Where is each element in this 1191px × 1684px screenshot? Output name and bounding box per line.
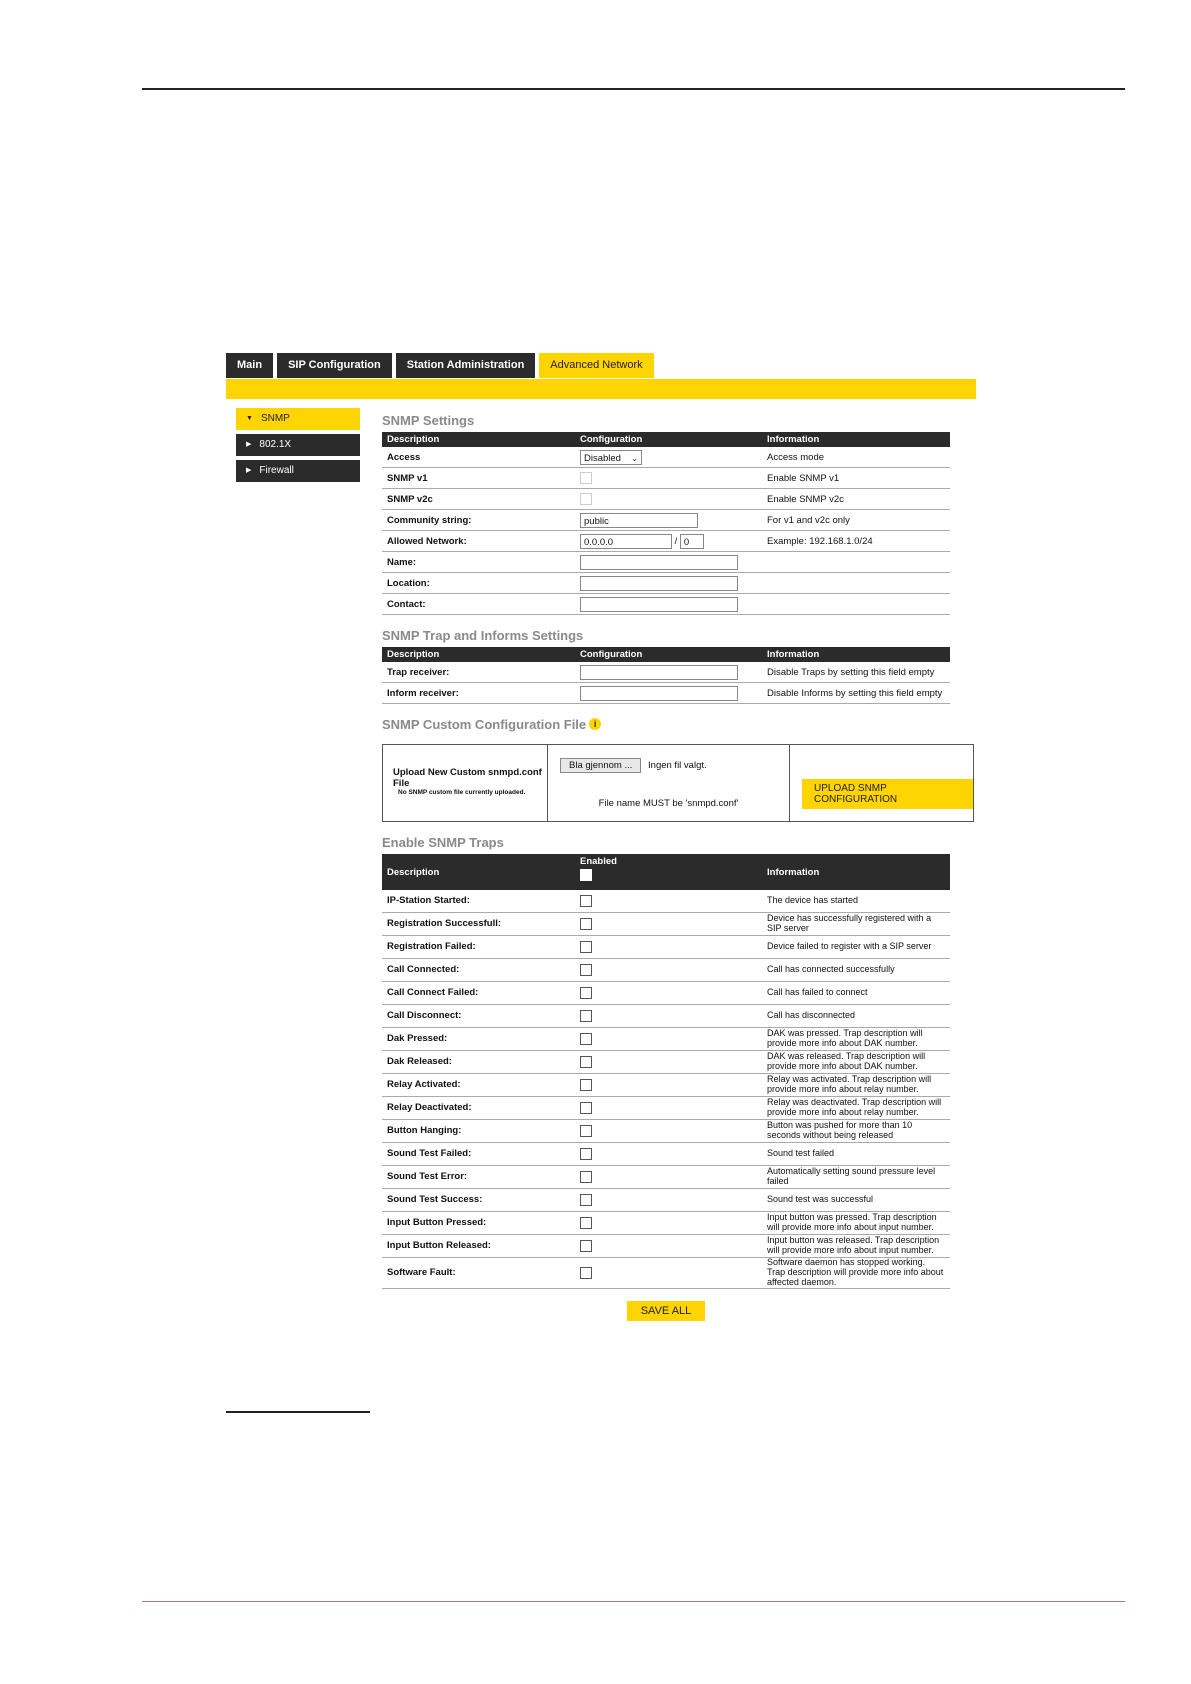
snmp-settings-title: SNMP Settings [382,413,475,428]
snmp-v2c-label: SNMP v2c [382,489,575,510]
table-row [382,594,950,615]
access-select-value: Disabled [584,452,621,464]
main-content [382,410,974,1321]
sidebar [236,408,360,486]
enable-all-checkbox[interactable] [580,869,592,881]
table-row [382,890,950,913]
trap-name: Relay Deactivated: [382,1097,575,1120]
trap-info: Sound test failed [762,1143,950,1166]
caret-right-icon: ▶ [246,467,252,474]
trap-enable-checkbox[interactable] [580,1056,592,1068]
table-row [382,936,950,959]
table-row [382,1143,950,1166]
header-rule [142,88,1125,90]
trap-enable-checkbox[interactable] [580,1194,592,1206]
col-configuration: Configuration [575,432,762,447]
trap-enable-checkbox[interactable] [580,1079,592,1091]
col-information: Information [762,432,950,447]
trap-enable-checkbox[interactable] [580,1010,592,1022]
upload-status: No SNMP custom file currently uploaded. [398,789,526,796]
table-row [382,1051,950,1074]
access-label: Access [382,447,575,468]
name-input[interactable] [580,555,738,570]
allowed-network-input[interactable]: 0.0.0.0 [580,534,672,549]
tab-advanced-network[interactable]: Advanced Network [539,353,653,378]
col-description: Description [382,647,575,662]
table-row [382,1166,950,1189]
trap-info: Device has successfully registered with a SIP server [762,913,950,936]
sidebar-item-snmp[interactable] [236,408,360,430]
table-row [382,1189,950,1212]
trap-enable-checkbox[interactable] [580,1102,592,1114]
table-row [382,447,950,468]
trap-name: Sound Test Success: [382,1189,575,1212]
trap-name: Dak Released: [382,1051,575,1074]
trap-info: Device failed to register with a SIP server [762,936,950,959]
trap-enable-checkbox[interactable] [580,1171,592,1183]
community-string-label: Community string: [382,510,575,531]
trap-info: Input button was pressed. Trap description will provide more info about input number. [762,1212,950,1235]
snmp-v1-label: SNMP v1 [382,468,575,489]
access-info: Access mode [762,447,950,468]
trap-enable-checkbox[interactable] [580,1148,592,1160]
trap-name: Input Button Pressed: [382,1212,575,1235]
trap-enable-checkbox[interactable] [580,1267,592,1279]
table-row [382,1028,950,1051]
table-row [382,510,950,531]
allowed-network-label: Allowed Network: [382,531,575,552]
sidebar-item-firewall[interactable] [236,460,360,482]
browse-button[interactable]: Bla gjennom ... [560,758,641,773]
trap-name: Sound Test Failed: [382,1143,575,1166]
inform-receiver-info: Disable Informs by setting this field empty [762,683,950,704]
trap-info: Software daemon has stopped working. Trap description will provide more info about affected daemon. [762,1258,950,1289]
custom-config-title: SNMP Custom Configuration File [382,717,587,732]
col-description: Description [382,432,575,447]
trap-enable-checkbox[interactable] [580,895,592,907]
footnote-rule [226,1411,370,1413]
trap-info: The device has started [762,890,950,913]
trap-enable-checkbox[interactable] [580,1033,592,1045]
contact-label: Contact: [382,594,575,615]
trap-info: Button was pushed for more than 10 seconds without being released [762,1120,950,1143]
tab-sip-configuration[interactable]: SIP Configuration [277,353,392,378]
table-row [382,552,950,573]
col-information: Information [762,854,950,890]
network-mask-input[interactable]: 0 [680,534,704,549]
custom-config-box [382,744,974,822]
allowed-network-info: Example: 192.168.1.0/24 [762,531,950,552]
trap-info: Relay was deactivated. Trap description will provide more info about relay number. [762,1097,950,1120]
trap-info: Sound test was successful [762,1189,950,1212]
col-configuration: Configuration [575,647,762,662]
trap-name: Relay Activated: [382,1074,575,1097]
upload-label: Upload New Custom snmpd.conf File [393,767,542,789]
name-label: Name: [382,552,575,573]
contact-input[interactable] [580,597,738,612]
snmp-v2c-checkbox[interactable] [580,493,592,505]
trap-name: Call Connect Failed: [382,982,575,1005]
location-input[interactable] [580,576,738,591]
traps-title: Enable SNMP Traps [382,835,504,850]
trap-info: Call has connected successfully [762,959,950,982]
trap-receiver-input[interactable] [580,665,738,680]
trap-info: Call has disconnected [762,1005,950,1028]
trap-receiver-label: Trap receiver: [382,662,575,683]
snmp-v1-info: Enable SNMP v1 [762,468,950,489]
trap-settings-table [382,647,950,704]
trap-name: Dak Pressed: [382,1028,575,1051]
file-picker-cell [548,745,790,821]
sidebar-item-label: 802.1X [259,439,292,450]
chevron-down-icon: ⌄ [631,453,638,463]
trap-name: Registration Successfull: [382,913,575,936]
info-icon[interactable]: i [589,718,601,730]
col-description: Description [382,854,575,890]
traps-table [382,854,950,1289]
col-enabled-label: Enabled [580,856,617,867]
table-row [382,982,950,1005]
table-row [382,1258,950,1289]
trap-info: DAK was released. Trap description will provide more info about DAK number. [762,1051,950,1074]
col-enabled [575,854,762,890]
caret-right-icon: ▶ [246,441,252,448]
community-string-info: For v1 and v2c only [762,510,950,531]
main-tabs [226,353,654,378]
caret-down-icon: ▼ [246,415,253,422]
table-row [382,662,950,683]
sidebar-item-label: SNMP [260,413,290,424]
table-row [382,913,950,936]
col-information: Information [762,647,950,662]
snmp-settings-table [382,432,950,615]
table-row [382,1074,950,1097]
table-row [382,468,950,489]
upload-label-cell [383,745,548,821]
table-row [382,1097,950,1120]
network-separator: / [674,535,678,547]
inform-receiver-label: Inform receiver: [382,683,575,704]
trap-enable-checkbox[interactable] [580,941,592,953]
trap-enable-checkbox[interactable] [580,1240,592,1252]
trap-name: IP-Station Started: [382,890,575,913]
trap-enable-checkbox[interactable] [580,918,592,930]
table-row [382,683,950,704]
trap-name: Button Hanging: [382,1120,575,1143]
file-name-note: File name MUST be 'snmpd.conf' [598,798,739,809]
upload-snmp-config-button[interactable]: UPLOAD SNMP CONFIGURATION [802,779,973,809]
sidebar-item-label: Firewall [259,465,294,476]
snmp-v1-checkbox[interactable] [580,472,592,484]
trap-enable-checkbox[interactable] [580,964,592,976]
trap-receiver-info: Disable Traps by setting this field empty [762,662,950,683]
no-file-text: Ingen fil valgt. [648,760,707,771]
table-row [382,1235,950,1258]
table-row [382,1120,950,1143]
trap-name: Software Fault: [382,1258,575,1289]
tab-main[interactable]: Main [226,353,273,378]
trap-info: Relay was activated. Trap description will provide more info about relay number. [762,1074,950,1097]
access-select[interactable] [580,450,642,465]
trap-info: Input button was released. Trap description will provide more info about input number. [762,1235,950,1258]
footer-rule [142,1601,1125,1602]
trap-info: Automatically setting sound pressure level failed [762,1166,950,1189]
table-row [382,959,950,982]
save-all-button[interactable]: SAVE ALL [627,1301,706,1321]
trap-name: Call Disconnect: [382,1005,575,1028]
trap-info: DAK was pressed. Trap description will provide more info about DAK number. [762,1028,950,1051]
sidebar-item-8021x[interactable] [236,434,360,456]
tab-underline-bar [226,379,976,399]
tab-station-administration[interactable]: Station Administration [396,353,536,378]
table-row [382,573,950,594]
trap-name: Sound Test Error: [382,1166,575,1189]
community-string-input[interactable]: public [580,513,698,528]
trap-name: Input Button Released: [382,1235,575,1258]
upload-button-cell [790,745,973,821]
custom-config-heading [382,714,974,736]
trap-enable-checkbox[interactable] [580,1217,592,1229]
trap-name: Registration Failed: [382,936,575,959]
inform-receiver-input[interactable] [580,686,738,701]
location-label: Location: [382,573,575,594]
table-row [382,489,950,510]
trap-info: Call has failed to connect [762,982,950,1005]
trap-settings-title: SNMP Trap and Informs Settings [382,628,584,643]
table-row [382,1212,950,1235]
trap-enable-checkbox[interactable] [580,987,592,999]
snmp-v2c-info: Enable SNMP v2c [762,489,950,510]
trap-enable-checkbox[interactable] [580,1125,592,1137]
trap-name: Call Connected: [382,959,575,982]
table-row [382,531,950,552]
table-row [382,1005,950,1028]
